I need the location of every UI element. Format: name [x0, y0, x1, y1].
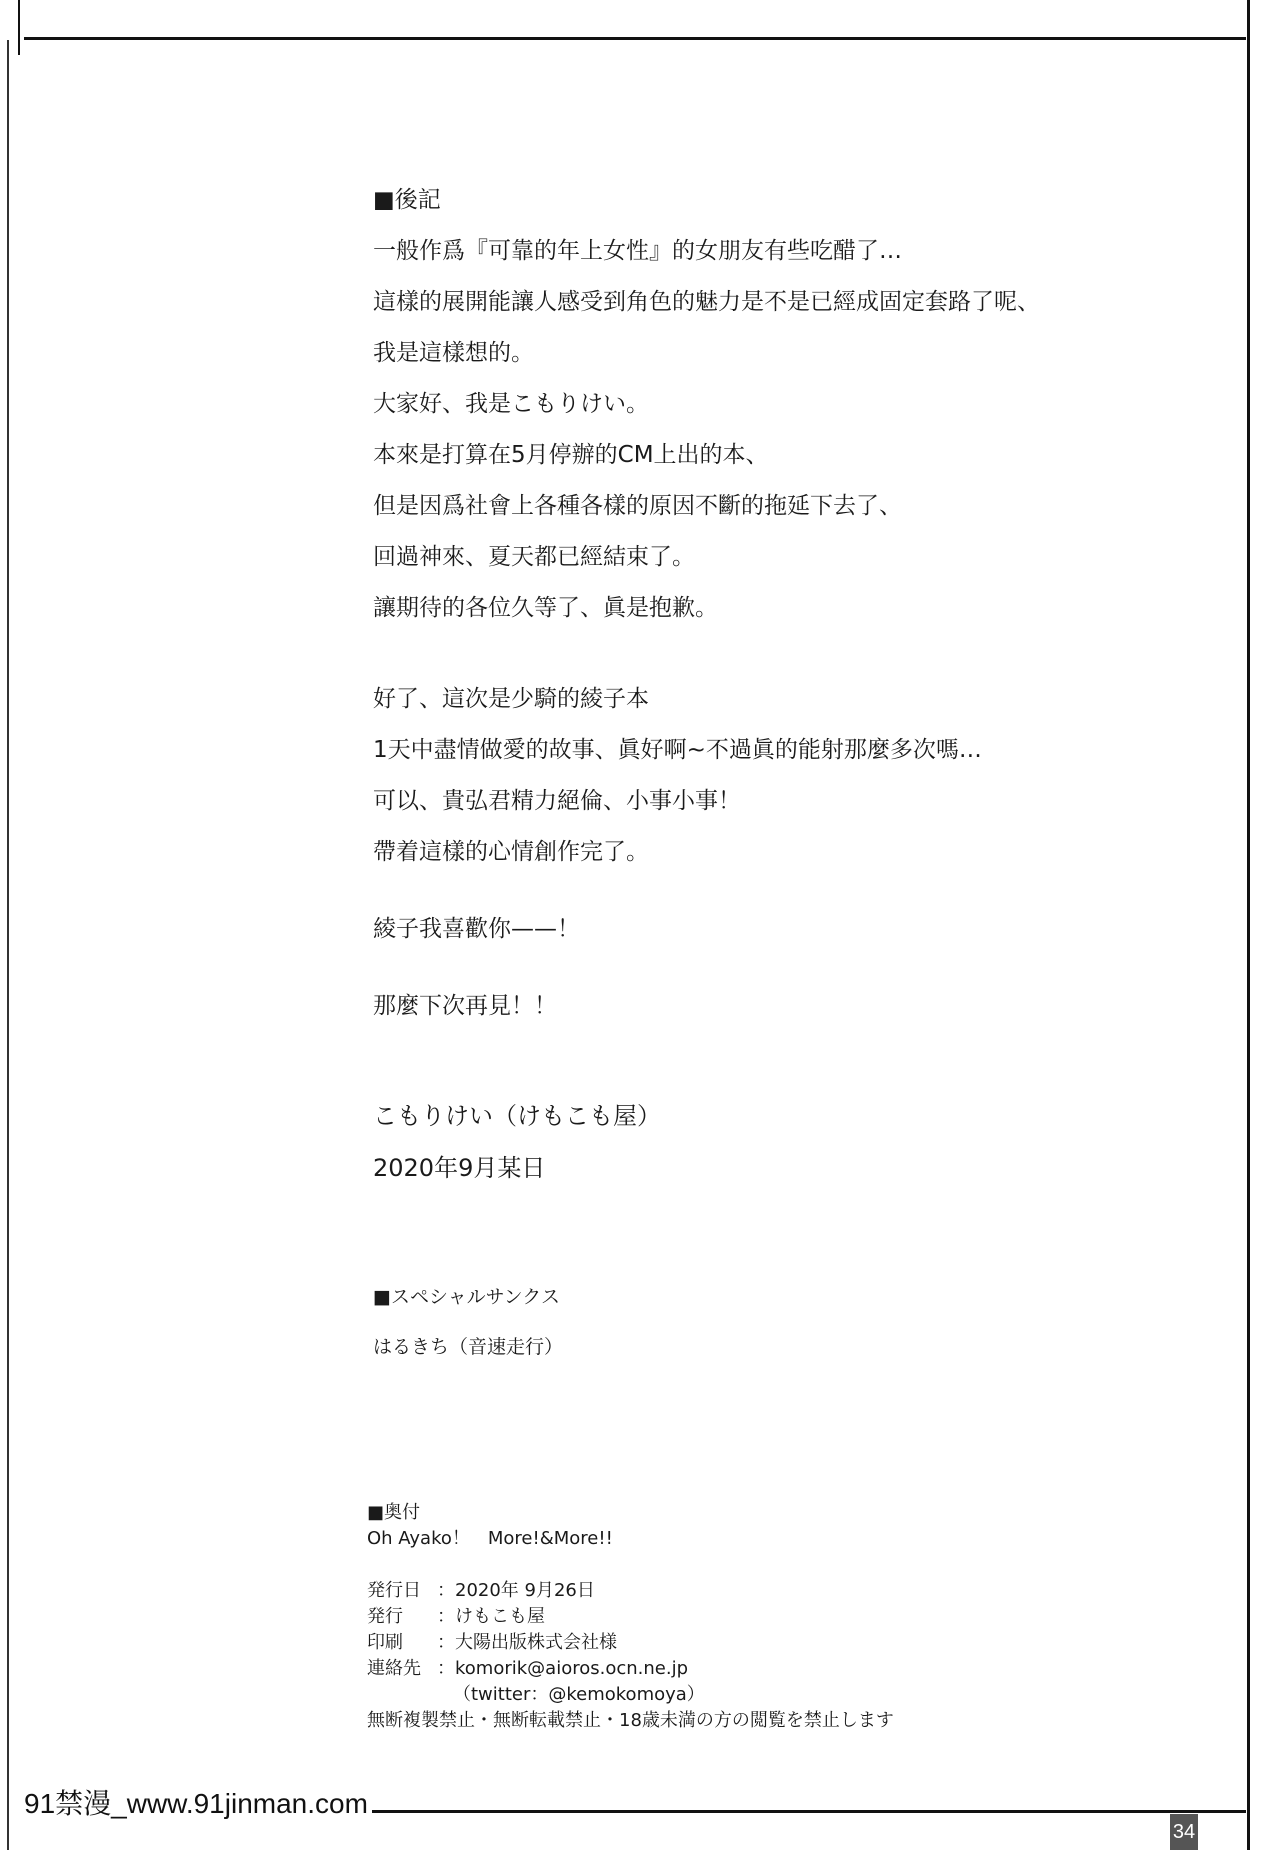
afterword-line: 本來是打算在5月停辦的CM上出的本、	[373, 442, 769, 468]
colophon-value: ：2020年 9月26日	[437, 1580, 595, 1601]
frame-right-border	[1247, 0, 1250, 1850]
afterword-line: 讓期待的各位久等了、眞是抱歉。	[373, 595, 718, 621]
afterword-line: 可以、貴弘君精力絕倫、小事小事！	[373, 788, 741, 814]
signature-block	[373, 1090, 661, 1194]
afterword-line: 綾子我喜歡你——！	[373, 916, 580, 942]
frame-top-border	[24, 37, 1246, 40]
frame-left-border	[7, 40, 9, 1850]
afterword-line: 帶着這樣的心情創作完了。	[373, 839, 649, 865]
colophon-key: 発行	[367, 1606, 403, 1627]
colophon-row	[367, 1578, 894, 1604]
afterword-line: 一般作爲『可靠的年上女性』的女朋友有些吃醋了…	[373, 238, 902, 264]
colophon-key: 連絡先	[367, 1658, 421, 1679]
colophon-value: ：komorik@aioros.ocn.ne.jp	[437, 1658, 688, 1679]
colophon-value: ：大陽出版株式会社様	[437, 1632, 617, 1653]
book-title: Oh Ayako！ More!&More!!	[367, 1528, 613, 1549]
afterword-line: 我是這樣想的。	[373, 340, 534, 366]
colophon-row	[367, 1604, 894, 1630]
signature-date: 2020年9月某日	[373, 1154, 546, 1182]
special-thanks-section	[373, 1272, 563, 1372]
colophon-value: ：けもこも屋	[437, 1606, 545, 1627]
copyright-notice: 無断複製禁止・無断転載禁止・18歳未満の方の閲覧を禁止します	[367, 1710, 894, 1731]
colophon-key: 発行日	[367, 1580, 421, 1601]
colophon-key: 印刷	[367, 1632, 403, 1653]
afterword-line: 那麼下次再見！！	[373, 993, 557, 1019]
colophon-heading: ■奥付	[367, 1502, 421, 1523]
colophon-row	[367, 1682, 894, 1708]
twitter-handle: （twitter：@kemokomoya）	[453, 1684, 705, 1705]
colophon-section	[367, 1500, 894, 1734]
afterword-line: 1天中盡情做愛的故事、眞好啊~不過眞的能射那麼多次嗎…	[373, 737, 982, 763]
afterword-line: 回過神來、夏天都已經結束了。	[373, 544, 695, 570]
afterword-line: 大家好、我是こもりけい。	[373, 391, 649, 417]
colophon-row	[367, 1630, 894, 1656]
afterword-heading: ■後記	[373, 187, 441, 213]
afterword-line: 這樣的展開能讓人感受到角色的魅力是不是已經成固定套路了呢、	[373, 289, 1040, 315]
special-thanks-heading: ■スペシャルサンクス	[373, 1286, 561, 1308]
special-thanks-name: はるきち（音速走行）	[373, 1336, 564, 1358]
page-number: 34	[1170, 1814, 1198, 1850]
afterword-line: 但是因爲社會上各種各樣的原因不斷的拖延下去了、	[373, 493, 902, 519]
colophon-row	[367, 1656, 894, 1682]
afterword-section	[373, 175, 1040, 1032]
frame-left-tick	[18, 0, 20, 55]
author-name: こもりけい（けもこも屋）	[373, 1102, 661, 1130]
site-watermark: 91禁漫_www.91jinman.com	[20, 1782, 372, 1822]
afterword-line: 好了、這次是少騎的綾子本	[373, 686, 649, 712]
